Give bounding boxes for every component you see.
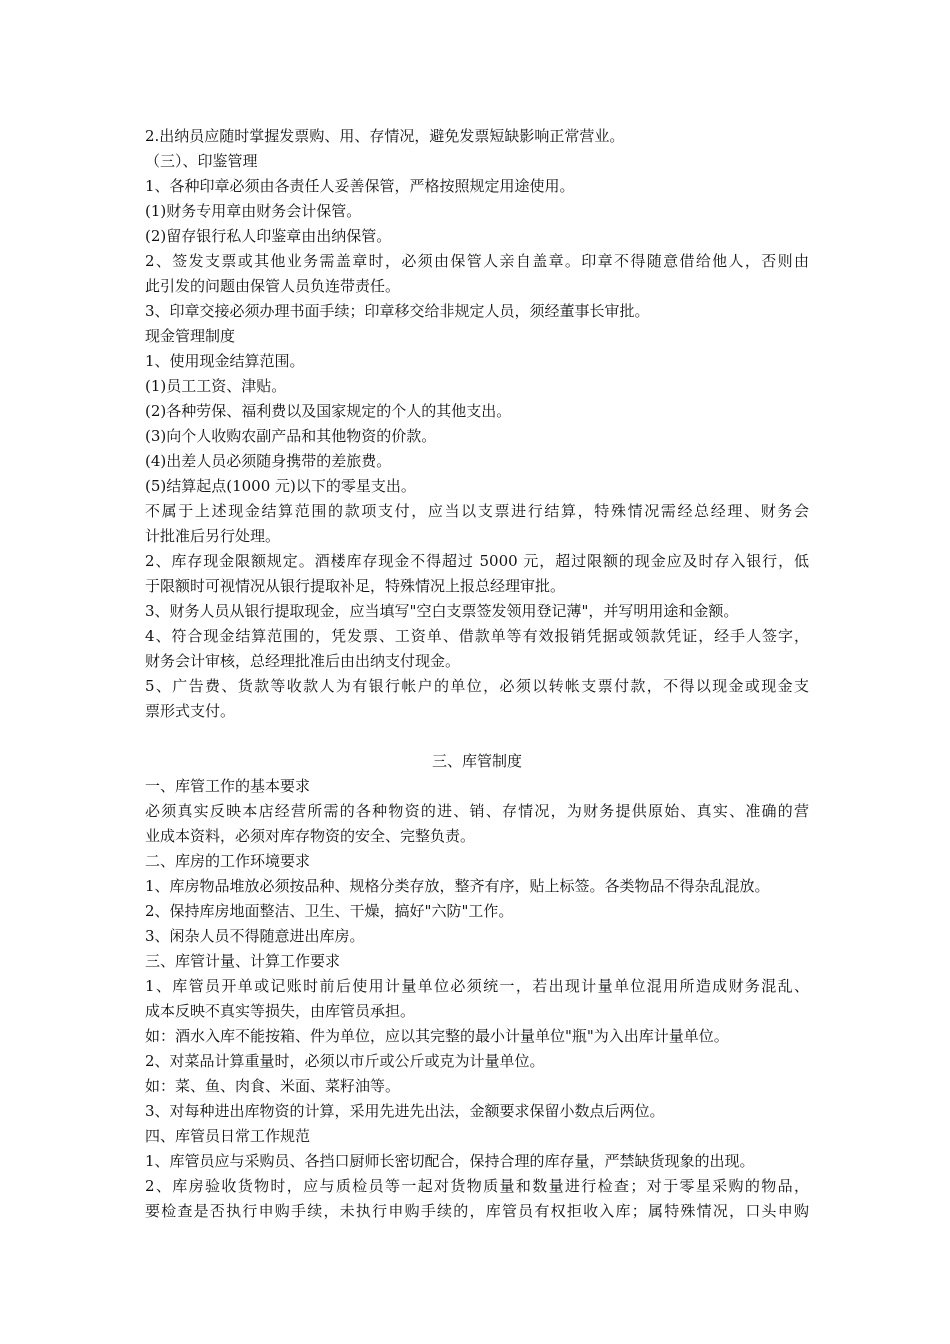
subsection-heading: 三、库管计量、计算工作要求 — [145, 952, 341, 970]
paragraph-line: 3、印章交接必须办理书面手续；印章移交给非规定人员，须经董事长审批。 — [145, 302, 650, 320]
paragraph-line: 计批准后另行处理。 — [145, 527, 281, 545]
paragraph-line: 成本反映不真实等损失，由库管员承担。 — [145, 1002, 416, 1020]
paragraph-line: 4、符合现金结算范围的，凭发票、工资单、借款单等有效报销凭据或领款凭证，经手人签字， — [145, 627, 809, 645]
paragraph-line: 5、广告费、货款等收款人为有银行帐户的单位，必须以转帐支票付款，不得以现金或现金支 — [145, 677, 809, 695]
paragraph-line: 于限额时可视情况从银行提取补足，特殊情况上报总经理审批。 — [145, 577, 566, 595]
subsection-heading: 一、库管工作的基本要求 — [145, 777, 311, 795]
paragraph-line: 2、库房验收货物时，应与质检员等一起对货物质量和数量进行检查；对于零星采购的物品， — [145, 1177, 809, 1195]
paragraph-line: 3、对每种进出库物资的计算，采用先进先出法，金额要求保留小数点后两位。 — [145, 1102, 665, 1120]
paragraph-line: 1、库管员开单或记账时前后使用计量单位必须统一，若出现计量单位混用所造成财务混乱、 — [145, 977, 809, 995]
section-heading-cash-management: 现金管理制度 — [145, 327, 236, 345]
paragraph-line: 如：菜、鱼、肉食、米面、菜籽油等。 — [145, 1077, 401, 1095]
paragraph-line: (3)向个人收购农副产品和其他物资的价款。 — [145, 427, 437, 445]
paragraph-line: 2、签发支票或其他业务需盖章时，必须由保管人亲自盖章。印章不得随意借给他人，否则由 — [145, 252, 809, 270]
paragraph-line: 2、保持库房地面整洁、卫生、干燥，搞好"六防"工作。 — [145, 902, 514, 920]
paragraph-line: 2.出纳员应随时掌握发票购、用、存情况，避免发票短缺影响正常营业。 — [145, 127, 625, 145]
paragraph-line: 1、库房物品堆放必须按品种、规格分类存放，整齐有序，贴上标签。各类物品不得杂乱混放。 — [145, 877, 770, 895]
paragraph-line: (2)留存银行私人印鉴章由出纳保管。 — [145, 227, 392, 245]
paragraph-line: (1)员工工资、津贴。 — [145, 377, 287, 395]
paragraph-line: 财务会计审核，总经理批准后由出纳支付现金。 — [145, 652, 461, 670]
paragraph-line: 如：酒水入库不能按箱、件为单位，应以其完整的最小计量单位"瓶"为入出库计量单位。 — [145, 1027, 729, 1045]
paragraph-line: 1、使用现金结算范围。 — [145, 352, 305, 370]
paragraph-line: 必须真实反映本店经营所需的各种物资的进、销、存情况，为财务提供原始、真实、准确的营 — [145, 802, 809, 820]
paragraph-line: (4)出差人员必须随身携带的差旅费。 — [145, 452, 392, 470]
paragraph-line: 2、对菜品计算重量时，必须以市斤或公斤或克为计量单位。 — [145, 1052, 545, 1070]
paragraph-line: 要检查是否执行申购手续，未执行申购手续的，库管员有权拒收入库；属特殊情况，口头申购 — [145, 1202, 809, 1220]
paragraph-line: 不属于上述现金结算范围的款项支付，应当以支票进行结算，特殊情况需经总经理、财务会 — [145, 502, 809, 520]
paragraph-line: 3、闲杂人员不得随意进出库房。 — [145, 927, 365, 945]
subsection-heading: 二、库房的工作环境要求 — [145, 852, 311, 870]
paragraph-line: 此引发的问题由保管人员负连带责任。 — [145, 277, 401, 295]
section-title: 三、库管制度 — [431, 752, 522, 770]
paragraph-line: (1)财务专用章由财务会计保管。 — [145, 202, 362, 220]
paragraph-line: 3、财务人员从银行提取现金，应当填写"空白支票签发领用登记薄"，并写明用途和金额。 — [145, 602, 739, 620]
paragraph-line: (2)各种劳保、福利费以及国家规定的个人的其他支出。 — [145, 402, 512, 420]
document-body — [145, 124, 809, 1224]
paragraph-line: (5)结算起点(1000 元)以下的零星支出。 — [145, 477, 416, 495]
blank-line — [145, 724, 809, 749]
paragraph-line: 业成本资料，必须对库存物资的安全、完整负责。 — [145, 827, 476, 845]
paragraph-line: 1、库管员应与采购员、各挡口厨师长密切配合，保持合理的库存量，严禁缺货现象的出现。 — [145, 1152, 755, 1170]
section-heading-seal-management: （三）、印鉴管理 — [145, 152, 258, 170]
paragraph-line: 票形式支付。 — [145, 702, 236, 720]
paragraph-line: 1、各种印章必须由各责任人妥善保管，严格按照规定用途使用。 — [145, 177, 575, 195]
subsection-heading: 四、库管员日常工作规范 — [145, 1127, 311, 1145]
paragraph-line: 2、库存现金限额规定。酒楼库存现金不得超过 5000 元，超过限额的现金应及时存入银行，低 — [145, 552, 809, 570]
